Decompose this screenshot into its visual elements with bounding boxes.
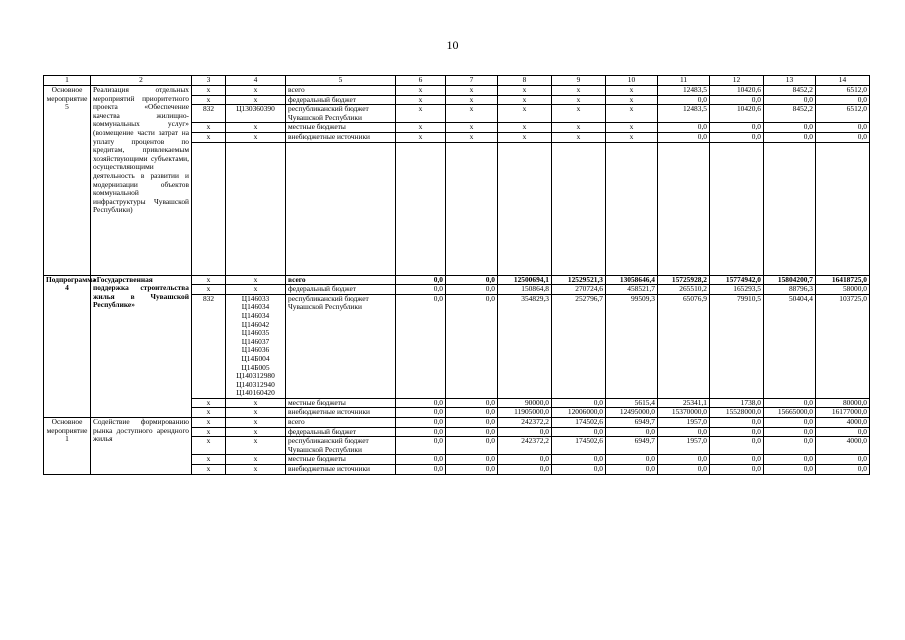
- value-cell: 0,0: [498, 465, 552, 475]
- value-cell: 80000,0: [816, 398, 870, 408]
- value-cell: 5615,4: [606, 398, 658, 408]
- code-csr-cell: x: [226, 398, 286, 408]
- value-cell: 0,0: [764, 427, 816, 437]
- value-cell: 0,0: [710, 427, 764, 437]
- code-csr-cell: Ц130360390: [226, 105, 286, 123]
- value-cell: 0,0: [552, 398, 606, 408]
- code-csr-cell: x: [226, 465, 286, 475]
- value-cell: 12495000,0: [606, 408, 658, 418]
- value-cell: 0,0: [764, 465, 816, 475]
- value-cell: 1738,0: [710, 398, 764, 408]
- value-cell: x: [552, 105, 606, 123]
- value-cell: 0,0: [710, 132, 764, 142]
- value-cell: x: [498, 105, 552, 123]
- value-cell: x: [606, 95, 658, 105]
- code-csr-cell: x: [226, 427, 286, 437]
- empty-cell: [286, 142, 396, 275]
- value-cell: 0,0: [658, 465, 710, 475]
- value-cell: 0,0: [552, 427, 606, 437]
- title-cell: Реализация отдельных мероприятий приоритетного проекта «Обеспечение качества жилищно-коммунальных услуг» (возмещение части затрат на уплату процентов по кредитам, привлекаемым хозяйствующими субъектами, осуществляющими деятельность в развитии и модернизации объектов коммунальной инфраструктуры Чувашской Республики): [91, 86, 192, 276]
- value-cell: 0,0: [710, 465, 764, 475]
- value-cell: 10420,6: [710, 86, 764, 96]
- code-grbs-cell: x: [192, 437, 226, 455]
- value-cell: 6949,7: [606, 418, 658, 428]
- funding-source-cell: республиканский бюджет Чувашской Республики: [286, 105, 396, 123]
- value-cell: 0,0: [396, 275, 446, 285]
- column-number: 1: [44, 76, 91, 86]
- table-row: [44, 86, 870, 96]
- value-cell: 165293,5: [710, 285, 764, 295]
- code-csr-cell: x: [226, 275, 286, 285]
- value-cell: 0,0: [710, 95, 764, 105]
- funding-source-cell: федеральный бюджет: [286, 95, 396, 105]
- value-cell: 242372,2: [498, 437, 552, 455]
- column-number: 7: [446, 76, 498, 86]
- value-cell: 0,0: [446, 465, 498, 475]
- code-grbs-cell: 832: [192, 294, 226, 398]
- value-cell: 25341,1: [658, 398, 710, 408]
- value-cell: x: [446, 123, 498, 133]
- value-cell: 0,0: [446, 398, 498, 408]
- title-cell: «Государственная поддержка строительства жилья в Чувашской Республике»: [91, 275, 192, 418]
- code-grbs-cell: x: [192, 95, 226, 105]
- column-number: 14: [816, 76, 870, 86]
- value-cell: 0,0: [764, 95, 816, 105]
- value-cell: 99509,3: [606, 294, 658, 398]
- value-cell: 0,0: [764, 123, 816, 133]
- value-cell: x: [498, 95, 552, 105]
- funding-source-cell: внебюджетные источники: [286, 132, 396, 142]
- value-cell: 11905000,0: [498, 408, 552, 418]
- value-cell: 242372,2: [498, 418, 552, 428]
- empty-cell: [396, 142, 446, 275]
- table-row: [44, 418, 870, 428]
- value-cell: 0,0: [816, 132, 870, 142]
- value-cell: 0,0: [764, 437, 816, 455]
- code-grbs-cell: x: [192, 398, 226, 408]
- value-cell: x: [606, 123, 658, 133]
- value-cell: 0,0: [446, 437, 498, 455]
- funding-source-cell: всего: [286, 86, 396, 96]
- value-cell: 0,0: [446, 285, 498, 295]
- value-cell: 0,0: [606, 427, 658, 437]
- funding-source-cell: местные бюджеты: [286, 398, 396, 408]
- code-csr-cell: x: [226, 418, 286, 428]
- code-grbs-cell: x: [192, 455, 226, 465]
- value-cell: 0,0: [658, 123, 710, 133]
- code-csr-cell: x: [226, 132, 286, 142]
- value-cell: 88796,3: [764, 285, 816, 295]
- column-number: 12: [710, 76, 764, 86]
- value-cell: 50404,4: [764, 294, 816, 398]
- value-cell: 0,0: [606, 455, 658, 465]
- code-grbs-cell: x: [192, 285, 226, 295]
- value-cell: 1957,0: [658, 418, 710, 428]
- value-cell: 1957,0: [658, 437, 710, 455]
- value-cell: 265510,2: [658, 285, 710, 295]
- code-csr-cell: x: [226, 123, 286, 133]
- funding-source-cell: местные бюджеты: [286, 455, 396, 465]
- value-cell: 0,0: [396, 285, 446, 295]
- value-cell: 0,0: [396, 437, 446, 455]
- value-cell: 0,0: [446, 455, 498, 465]
- value-cell: 0,0: [764, 132, 816, 142]
- code-grbs-cell: x: [192, 275, 226, 285]
- value-cell: x: [552, 95, 606, 105]
- value-cell: 8452,2: [764, 86, 816, 96]
- code-grbs-cell: x: [192, 86, 226, 96]
- value-cell: 0,0: [552, 465, 606, 475]
- budget-table: [43, 75, 870, 475]
- value-cell: 103725,0: [816, 294, 870, 398]
- value-cell: x: [498, 123, 552, 133]
- value-cell: 0,0: [816, 95, 870, 105]
- value-cell: 15528000,0: [710, 408, 764, 418]
- column-number: 11: [658, 76, 710, 86]
- value-cell: 16418725,0: [816, 275, 870, 285]
- value-cell: 0,0: [396, 427, 446, 437]
- value-cell: 15804200,7: [764, 275, 816, 285]
- code-csr-cell: x: [226, 95, 286, 105]
- value-cell: 15774942,0: [710, 275, 764, 285]
- value-cell: 12006000,0: [552, 408, 606, 418]
- column-number: 3: [192, 76, 226, 86]
- value-cell: x: [396, 105, 446, 123]
- empty-cell: [658, 142, 710, 275]
- value-cell: x: [446, 86, 498, 96]
- value-cell: 6512,0: [816, 86, 870, 96]
- value-cell: x: [446, 105, 498, 123]
- column-number: 8: [498, 76, 552, 86]
- value-cell: 15370000,0: [658, 408, 710, 418]
- column-number: 9: [552, 76, 606, 86]
- value-cell: 0,0: [710, 123, 764, 133]
- funding-source-cell: всего: [286, 418, 396, 428]
- empty-cell: [446, 142, 498, 275]
- value-cell: x: [552, 132, 606, 142]
- value-cell: 16177000,0: [816, 408, 870, 418]
- funding-source-cell: всего: [286, 275, 396, 285]
- value-cell: 12500694,1: [498, 275, 552, 285]
- code-grbs-cell: x: [192, 465, 226, 475]
- value-cell: 79910,5: [710, 294, 764, 398]
- column-number: 13: [764, 76, 816, 86]
- code-grbs-cell: x: [192, 123, 226, 133]
- value-cell: 0,0: [658, 132, 710, 142]
- value-cell: 65076,9: [658, 294, 710, 398]
- page-number: 10: [446, 38, 459, 52]
- value-cell: 0,0: [764, 455, 816, 465]
- code-csr-cell: Ц146033 Ц146034 Ц146034 Ц146042 Ц146035 Ц146037 Ц146036 Ц14Б004 Ц14Б005 Ц140312980 Ц140312940 Ц140160420: [226, 294, 286, 398]
- value-cell: 4000,0: [816, 437, 870, 455]
- value-cell: 0,0: [658, 455, 710, 465]
- value-cell: 13058646,4: [606, 275, 658, 285]
- value-cell: 174502,6: [552, 437, 606, 455]
- value-cell: 0,0: [710, 418, 764, 428]
- value-cell: 15725928,2: [658, 275, 710, 285]
- value-cell: 0,0: [658, 95, 710, 105]
- value-cell: 270724,6: [552, 285, 606, 295]
- funding-source-cell: внебюджетные источники: [286, 408, 396, 418]
- value-cell: 458521,7: [606, 285, 658, 295]
- empty-cell: [498, 142, 552, 275]
- value-cell: 0,0: [446, 408, 498, 418]
- value-cell: x: [606, 132, 658, 142]
- value-cell: 0,0: [396, 418, 446, 428]
- funding-source-cell: местные бюджеты: [286, 123, 396, 133]
- value-cell: 58000,0: [816, 285, 870, 295]
- value-cell: 0,0: [446, 427, 498, 437]
- value-cell: 0,0: [396, 294, 446, 398]
- funding-source-cell: внебюджетные источники: [286, 465, 396, 475]
- empty-cell: [192, 142, 226, 275]
- empty-cell: [552, 142, 606, 275]
- code-grbs-cell: 832: [192, 105, 226, 123]
- empty-cell: [710, 142, 764, 275]
- value-cell: 0,0: [658, 427, 710, 437]
- value-cell: x: [446, 132, 498, 142]
- value-cell: x: [396, 95, 446, 105]
- value-cell: 0,0: [816, 465, 870, 475]
- value-cell: x: [606, 105, 658, 123]
- value-cell: x: [396, 123, 446, 133]
- code-grbs-cell: x: [192, 132, 226, 142]
- value-cell: 15665000,0: [764, 408, 816, 418]
- value-cell: 0,0: [552, 455, 606, 465]
- code-csr-cell: x: [226, 86, 286, 96]
- value-cell: 0,0: [396, 398, 446, 408]
- funding-source-cell: федеральный бюджет: [286, 285, 396, 295]
- value-cell: x: [446, 95, 498, 105]
- empty-cell: [606, 142, 658, 275]
- value-cell: 0,0: [606, 465, 658, 475]
- value-cell: 0,0: [396, 455, 446, 465]
- funding-source-cell: федеральный бюджет: [286, 427, 396, 437]
- value-cell: 0,0: [816, 427, 870, 437]
- value-cell: 12483,5: [658, 86, 710, 96]
- value-cell: 0,0: [816, 123, 870, 133]
- value-cell: 0,0: [498, 455, 552, 465]
- value-cell: 0,0: [764, 398, 816, 408]
- value-cell: 12529521,3: [552, 275, 606, 285]
- value-cell: 90000,0: [498, 398, 552, 408]
- empty-cell: [226, 142, 286, 275]
- code-csr-cell: x: [226, 285, 286, 295]
- value-cell: 0,0: [396, 408, 446, 418]
- table-body: [44, 86, 870, 475]
- value-cell: 0,0: [446, 294, 498, 398]
- value-cell: 354829,3: [498, 294, 552, 398]
- value-cell: 0,0: [446, 418, 498, 428]
- value-cell: x: [396, 86, 446, 96]
- column-number: 2: [91, 76, 192, 86]
- value-cell: 0,0: [710, 455, 764, 465]
- value-cell: 0,0: [764, 418, 816, 428]
- value-cell: x: [498, 132, 552, 142]
- code-grbs-cell: x: [192, 418, 226, 428]
- code-grbs-cell: x: [192, 408, 226, 418]
- value-cell: 10420,6: [710, 105, 764, 123]
- empty-cell: [816, 142, 870, 275]
- value-cell: 150864,8: [498, 285, 552, 295]
- value-cell: 12483,5: [658, 105, 710, 123]
- value-cell: 0,0: [396, 465, 446, 475]
- funding-source-cell: республиканский бюджет Чувашской Республики: [286, 437, 396, 455]
- code-csr-cell: x: [226, 455, 286, 465]
- empty-cell: [764, 142, 816, 275]
- column-number-row: [44, 76, 870, 86]
- funding-source-cell: республиканский бюджет Чувашской Республики: [286, 294, 396, 398]
- value-cell: 0,0: [816, 455, 870, 465]
- code-grbs-cell: x: [192, 427, 226, 437]
- column-number: 4: [226, 76, 286, 86]
- value-cell: 0,0: [446, 275, 498, 285]
- value-cell: 6512,0: [816, 105, 870, 123]
- category-cell: Подпрограмма 4: [44, 275, 91, 418]
- title-cell: Содействие формированию рынка доступного арендного жилья: [91, 418, 192, 475]
- column-number: 10: [606, 76, 658, 86]
- column-number: 6: [396, 76, 446, 86]
- value-cell: x: [552, 123, 606, 133]
- value-cell: x: [498, 86, 552, 96]
- column-number: 5: [286, 76, 396, 86]
- value-cell: 0,0: [498, 427, 552, 437]
- value-cell: 174502,6: [552, 418, 606, 428]
- value-cell: x: [606, 86, 658, 96]
- value-cell: 8452,2: [764, 105, 816, 123]
- value-cell: 252796,7: [552, 294, 606, 398]
- value-cell: x: [552, 86, 606, 96]
- value-cell: 6949,7: [606, 437, 658, 455]
- value-cell: x: [396, 132, 446, 142]
- category-cell: Основное мероприятие 1: [44, 418, 91, 475]
- code-csr-cell: x: [226, 408, 286, 418]
- value-cell: 4000,0: [816, 418, 870, 428]
- value-cell: 0,0: [710, 437, 764, 455]
- code-csr-cell: x: [226, 437, 286, 455]
- category-cell: Основное мероприятие 5: [44, 86, 91, 276]
